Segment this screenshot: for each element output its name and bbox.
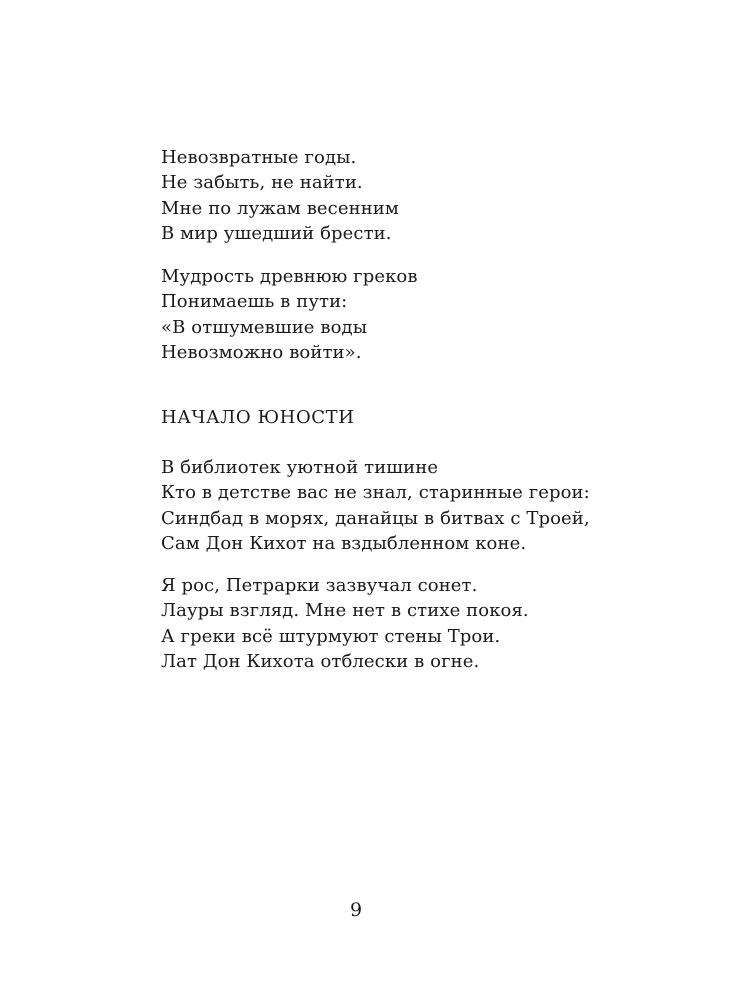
poem-title: НАЧАЛО ЮНОСТИ <box>161 407 355 428</box>
verse-line: Синдбад в морях, данайцы в битвах с Троей, <box>161 507 590 529</box>
verse-line: Сам Дон Кихот на вздыбленном коне. <box>161 532 527 554</box>
verse-line: Невозможно войти». <box>161 341 362 363</box>
verse-line: Мудрость древнюю греков <box>161 266 418 287</box>
verse-line: Не забыть, не найти. <box>161 172 363 194</box>
verse-line: Понимаешь в пути: <box>161 291 348 313</box>
verse-line: Невозвратные годы. <box>161 147 357 168</box>
verse-line: Лауры взгляд. Мне нет в стихе покоя. <box>161 600 529 622</box>
verse-line: В библиотек уютной тишине <box>161 457 439 478</box>
stanza-4 <box>161 573 529 674</box>
page-number: 9 <box>349 899 363 921</box>
verse-line: Мне по лужам весенним <box>161 197 400 219</box>
verse-line: А греки всё штурмуют стены Трои. <box>161 625 501 647</box>
verse-line: «В отшумевшие воды <box>161 316 368 338</box>
verse-line: Кто в детстве вас не знал, старинные герои: <box>161 482 590 504</box>
stanza-3 <box>161 455 590 556</box>
stanza-2 <box>161 264 418 365</box>
verse-line: Я рос, Петрарки зазвучал сонет. <box>161 575 478 596</box>
verse-line: В мир ушедший брести. <box>161 222 392 244</box>
verse-line: Лат Дон Кихота отблески в огне. <box>161 650 480 672</box>
stanza-1 <box>161 145 399 246</box>
